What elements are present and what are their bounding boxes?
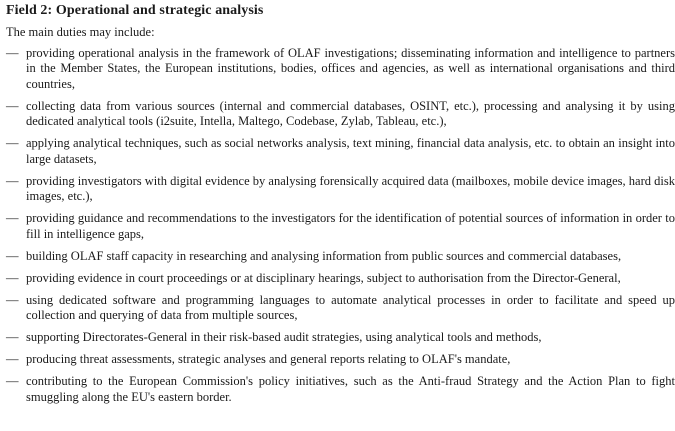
dash-bullet: — [6,352,19,366]
duty-text: using dedicated software and programming languages to automate analytical processes in order to facilitate and speed up collection and querying of data from multiple sources, [26,292,675,322]
list-item [6,352,675,368]
dash-bullet: — [6,45,19,60]
list-item [6,249,675,265]
intro-text: The main duties may include: [6,25,155,39]
duty-text: contributing to the European Commission's policy initiatives, such as the Anti-fraud Strategy and the Action Plan to fight smuggling along the EU's eastern border. [26,374,675,404]
dash-bullet: — [6,292,19,307]
list-item [6,330,675,346]
list-item [6,293,675,324]
duty-text: providing evidence in court proceedings or at disciplinary hearings, subject to authorisation from the Director-General, [26,270,621,285]
duty-text: producing threat assessments, strategic analyses and general reports relating to OLAF's mandate, [26,352,511,366]
duty-text: applying analytical techniques, such as social networks analysis, text mining, financial data analysis, etc. to obtain an insight into large datasets, [26,136,675,166]
dash-bullet: — [6,374,19,388]
dash-bullet: — [6,211,19,225]
duty-text: providing operational analysis in the framework of OLAF investigations; disseminating information and intelligence to partners in the Member States, the European institutions, bodies, offices and agencies, as well as international organisations and third countries, [26,45,675,91]
list-item [6,271,675,287]
duty-text: collecting data from various sources (internal and commercial databases, OSINT, etc.), processing and analysing it by using dedicated analytical tools (i2suite, Intella, Maltego, Codebase, Zylab, Tableau, etc.), [26,98,675,128]
duty-text: building OLAF staff capacity in researching and analysing information from public sources and commercial databases, [26,248,622,263]
duty-text: supporting Directorates-General in their risk-based audit strategies, using analytical tools and methods, [26,330,542,344]
list-item [6,374,675,405]
dash-bullet: — [6,136,19,150]
list-item [6,174,675,205]
duty-text: providing investigators with digital evidence by analysing forensically acquired data (mailboxes, mobile device images, hard disk images, etc.), [26,173,675,203]
dash-bullet: — [6,330,19,344]
list-item [6,46,675,93]
duties-list [6,46,675,406]
section-heading: Field 2: Operational and strategic analysis [6,3,264,18]
list-item [6,136,675,167]
dash-bullet: — [6,173,19,188]
dash-bullet: — [6,248,19,263]
list-item [6,99,675,130]
list-item [6,211,675,242]
dash-bullet: — [6,270,19,285]
dash-bullet: — [6,98,19,113]
duty-text: providing guidance and recommendations to the investigators for the identification of potential sources of information in order to fill in intelligence gaps, [26,211,675,241]
